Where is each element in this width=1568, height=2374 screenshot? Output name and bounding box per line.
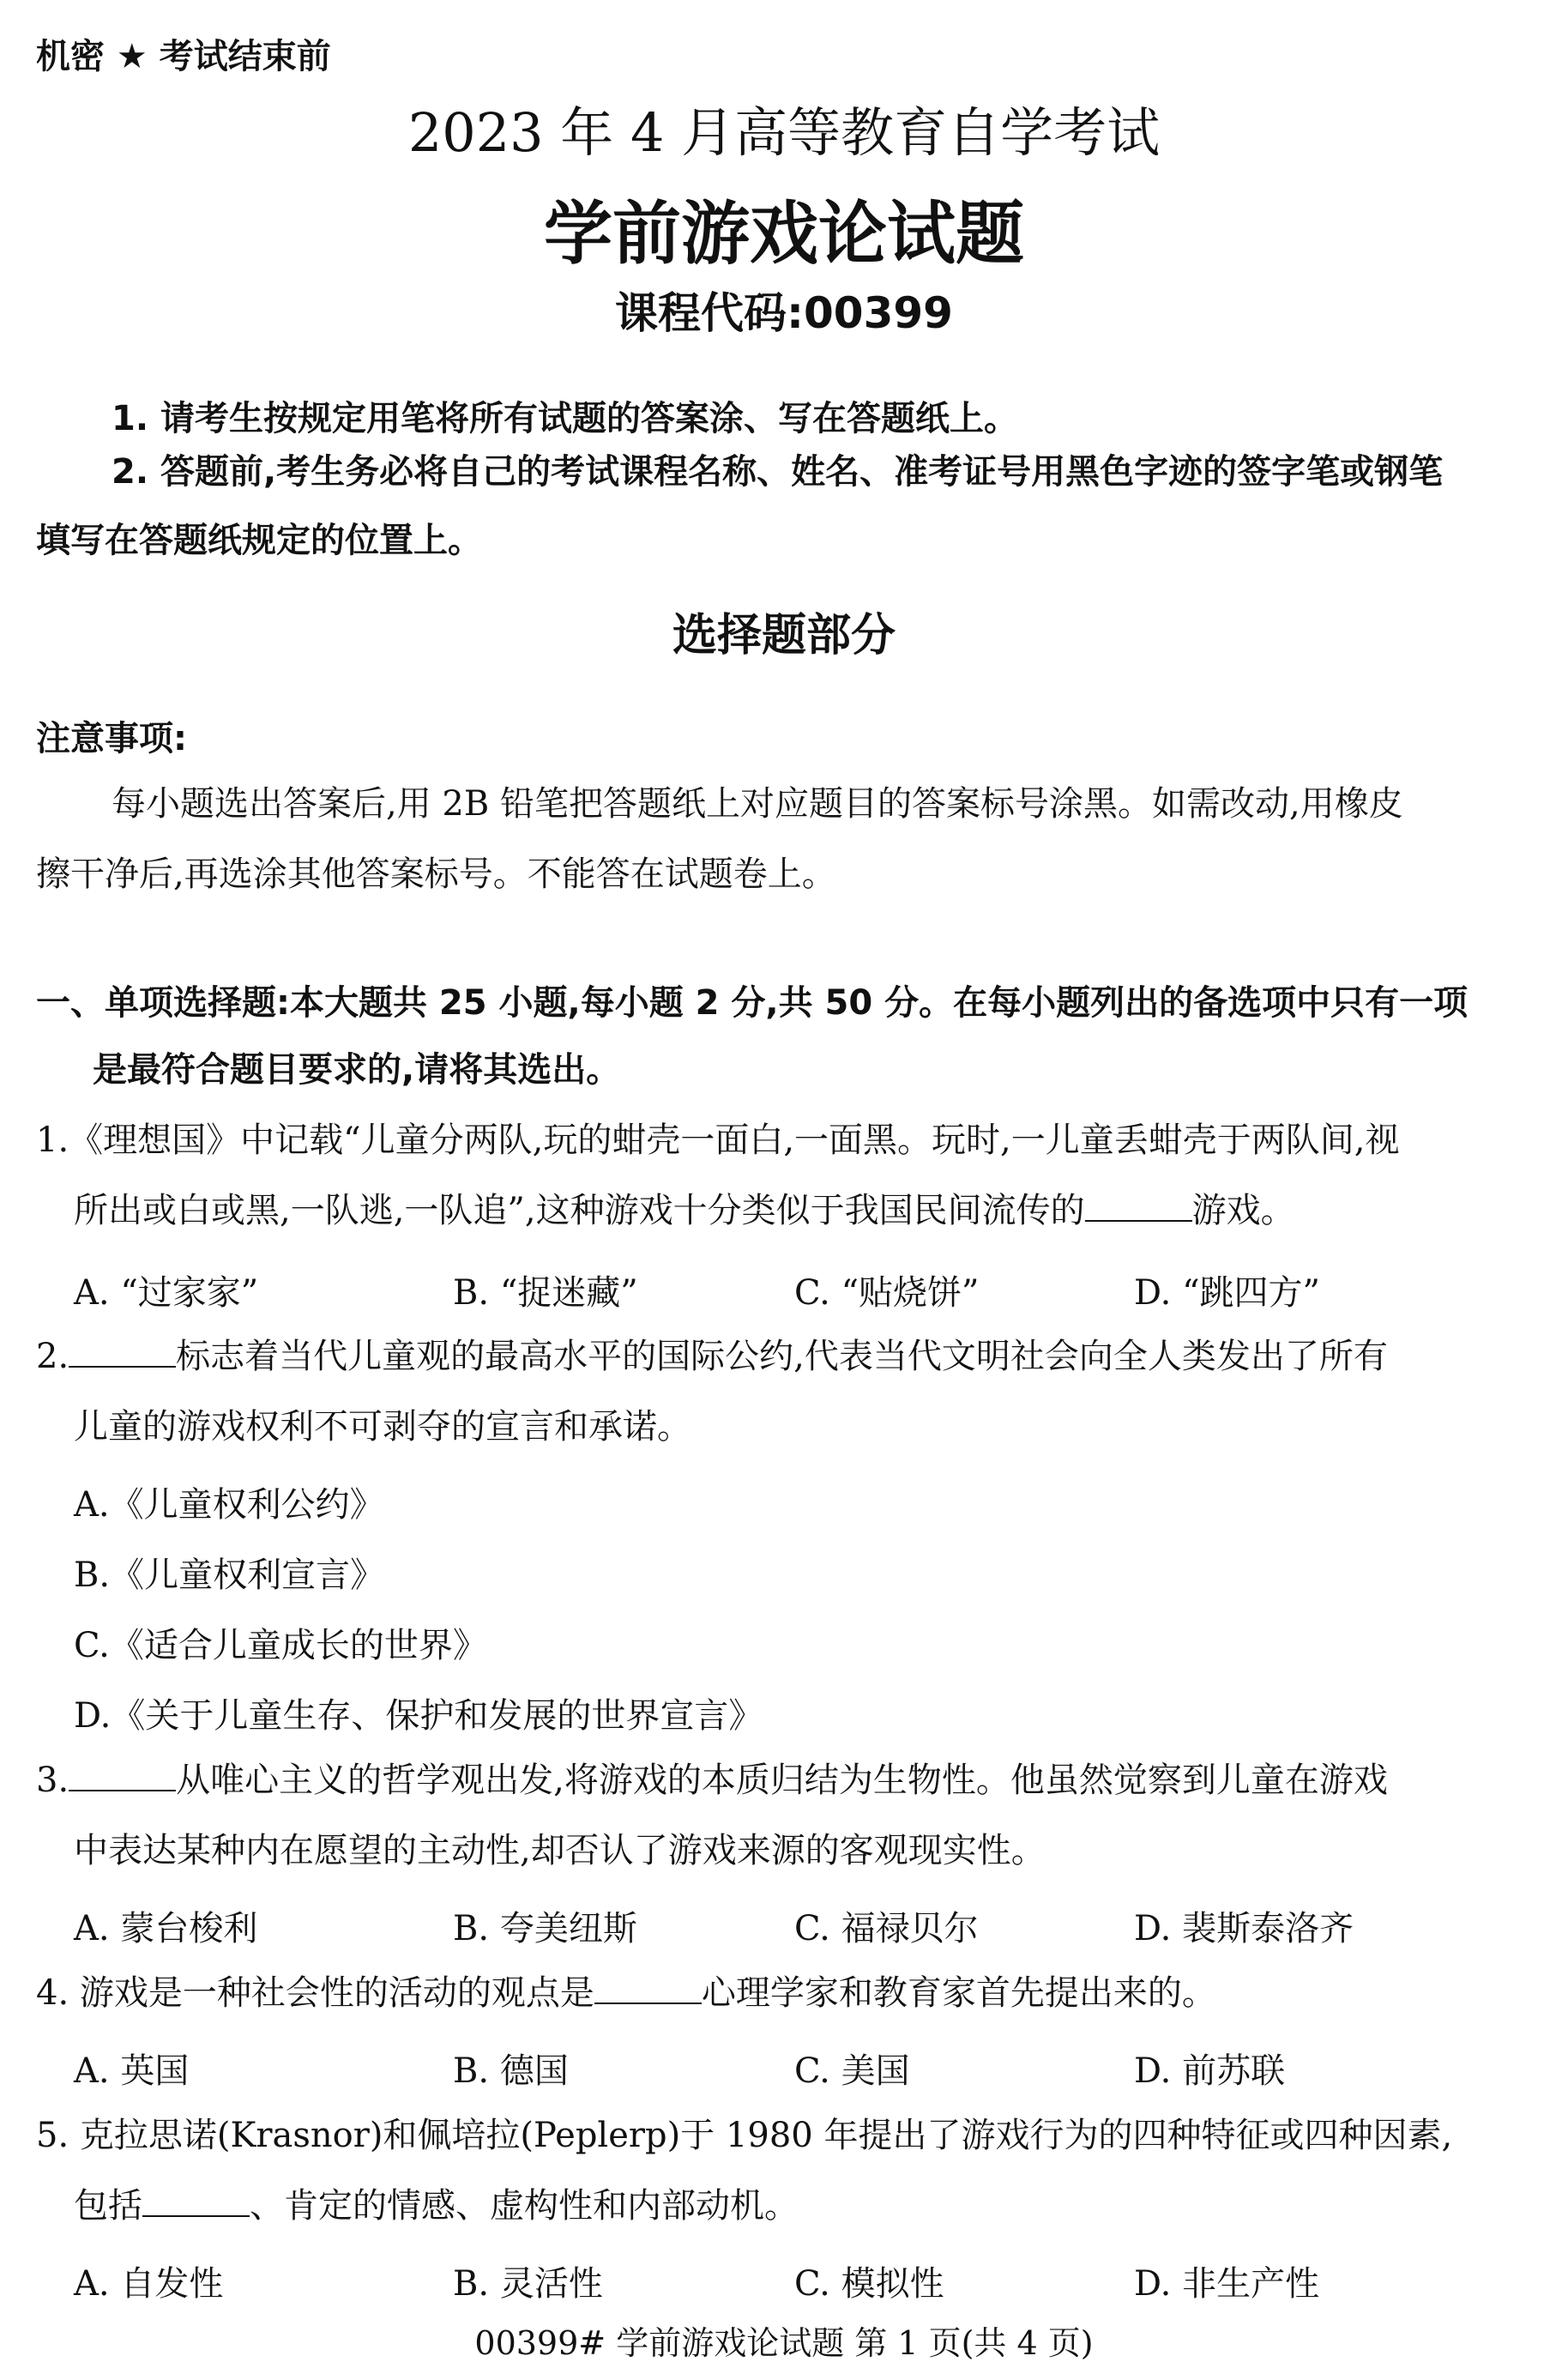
q5-option-b: B. 灵活性 xyxy=(453,2264,603,2304)
question-5-text-b: 、肯定的情感、虚构性和内部动机。 xyxy=(250,2186,799,2226)
question-2-line-2: 儿童的游戏权利不可剥夺的宣言和承诺。 xyxy=(74,1407,691,1447)
question-1-text-a: 所出或白或黑,一队逃,一队追”,这种游戏十分类似于我国民间流传的 xyxy=(74,1191,1085,1230)
answer-blank xyxy=(142,2190,250,2217)
subject-title: 学前游戏论试题 xyxy=(544,194,1024,274)
notice-line-1: 每小题选出答案后,用 2B 铅笔把答题纸上对应题目的答案标号涂黑。如需改动,用橡皮 xyxy=(112,784,1403,824)
q1-option-d: D. “跳四方” xyxy=(1134,1273,1320,1313)
question-5-line-1: 5. 克拉思诺(Krasnor)和佩培拉(Peplerp)于 1980 年提出了游戏行为的四种特征或四种因素, xyxy=(36,2116,1453,2155)
q3-option-a: A. 蒙台梭利 xyxy=(74,1909,258,1948)
q1-option-c: C. “贴烧饼” xyxy=(794,1273,980,1313)
question-1-text-b: 游戏。 xyxy=(1191,1191,1295,1230)
q3-option-c: C. 福禄贝尔 xyxy=(794,1909,979,1948)
answer-blank xyxy=(69,1764,176,1791)
q2-option-d: D.《关于儿童生存、保护和发展的世界宣言》 xyxy=(74,1696,763,1736)
q5-option-c: C. 模拟性 xyxy=(794,2264,944,2304)
q4-option-d: D. 前苏联 xyxy=(1134,2051,1286,2091)
question-2-line-1 xyxy=(36,1321,1388,1392)
question-3-line-2: 中表达某种内在愿望的主动性,却否认了游戏来源的客观现实性。 xyxy=(74,1831,1046,1870)
question-1-line-2 xyxy=(74,1175,1295,1246)
q5-option-a: A. 自发性 xyxy=(74,2264,224,2304)
q3-option-d: D. 裴斯泰洛齐 xyxy=(1134,1909,1354,1948)
q4-option-b: B. 德国 xyxy=(453,2051,569,2091)
instruction-1: 1. 请考生按规定用笔将所有试题的答案涂、写在答题纸上。 xyxy=(112,399,1018,438)
question-5-text-a: 包括 xyxy=(74,2186,142,2226)
question-2-text: 标志着当代儿童观的最高水平的国际公约,代表当代文明社会向全人类发出了所有 xyxy=(176,1337,1388,1376)
q4-option-c: C. 美国 xyxy=(794,2051,910,2091)
notice-line-2: 擦干净后,再选涂其他答案标号。不能答在试题卷上。 xyxy=(36,855,836,894)
q3-option-b: B. 夸美纽斯 xyxy=(453,1909,637,1948)
course-code: 课程代码:00399 xyxy=(615,288,953,338)
answer-blank xyxy=(594,1977,702,2004)
question-3-line-1 xyxy=(36,1745,1388,1815)
q2-option-c: C.《适合儿童成长的世界》 xyxy=(74,1626,487,1665)
answer-blank xyxy=(69,1340,176,1368)
confidential-label: 机密 ★ 考试结束前 xyxy=(36,37,331,76)
question-2-number: 2. xyxy=(36,1337,69,1376)
question-1-line-1: 1.《理想国》中记载“儿童分两队,玩的蚶壳一面白,一面黑。玩时,一儿童丢蚶壳于两队间,视 xyxy=(36,1121,1400,1160)
answer-blank xyxy=(1085,1194,1192,1222)
part1-heading-line-2: 是最符合题目要求的,请将其选出。 xyxy=(93,1050,621,1090)
question-4-line-1 xyxy=(36,1958,1216,2028)
exam-title: 2023 年 4 月高等教育自学考试 xyxy=(407,101,1161,164)
q5-option-d: D. 非生产性 xyxy=(1134,2264,1320,2304)
question-3-text: 从唯心主义的哲学观出发,将游戏的本质归结为生物性。他虽然觉察到儿童在游戏 xyxy=(176,1761,1388,1800)
question-5-line-2 xyxy=(74,2171,799,2241)
question-4-text-b: 心理学家和教育家首先提出来的。 xyxy=(701,1973,1216,2013)
notice-label: 注意事项: xyxy=(36,719,187,758)
part1-heading-line-1: 一、单项选择题:本大题共 25 小题,每小题 2 分,共 50 分。在每小题列出的备选项中只有一项 xyxy=(36,983,1468,1023)
q1-option-a: A. “过家家” xyxy=(74,1273,259,1313)
q4-option-a: A. 英国 xyxy=(74,2051,190,2091)
page-footer: 00399# 学前游戏论试题 第 1 页(共 4 页) xyxy=(474,2324,1094,2362)
q2-option-b: B.《儿童权利宣言》 xyxy=(74,1555,385,1595)
question-3-number: 3. xyxy=(36,1761,69,1800)
instruction-2-line-1: 2. 答题前,考生务必将自己的考试课程名称、姓名、准考证号用黑色字迹的签字笔或钢笔 xyxy=(112,452,1444,492)
q1-option-b: B. “捉迷藏” xyxy=(453,1273,638,1313)
q2-option-a: A.《儿童权利公约》 xyxy=(74,1485,384,1525)
instruction-2-line-2: 填写在答题纸规定的位置上。 xyxy=(36,521,482,560)
section-title: 选择题部分 xyxy=(672,610,896,661)
question-4-text-a: 4. 游戏是一种社会性的活动的观点是 xyxy=(36,1973,594,2013)
